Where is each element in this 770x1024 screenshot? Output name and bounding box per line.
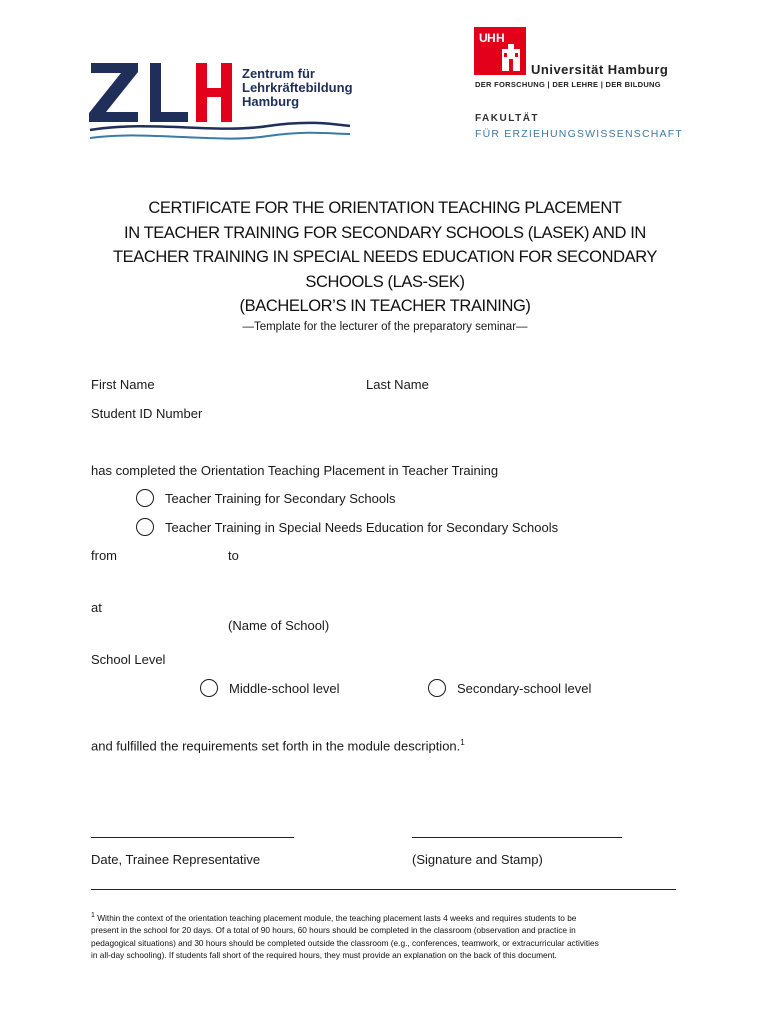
middle-school-radio[interactable]	[200, 679, 218, 697]
stamp-signature-line	[412, 837, 622, 838]
from-label: from	[91, 548, 117, 563]
footnote	[91, 910, 671, 961]
footnote-separator	[91, 889, 676, 890]
svg-text:H: H	[496, 31, 505, 45]
document-subtitle: —Template for the lecturer of the preparatory seminar—	[242, 321, 528, 333]
secondary-school-label: Secondary-school level	[457, 681, 592, 696]
last-name-label: Last Name	[366, 377, 429, 392]
date-signature-line	[91, 837, 294, 838]
footnote-line-3: pedagogical situations) and 30 hours should be completed outside the classroom (e.g., conferences, teamwork, or extracurricular activities	[91, 937, 599, 948]
at-label: at	[91, 600, 102, 615]
secondary-school-radio[interactable]	[428, 679, 446, 697]
faculty-line-1: FAKULTÄT	[475, 113, 540, 124]
svg-text:H: H	[487, 31, 496, 45]
zlh-line-2: Lehrkräftebildung	[242, 80, 353, 95]
zlh-wordmark	[242, 67, 353, 109]
first-name-label: First Name	[91, 377, 155, 392]
title-line-2: IN TEACHER TRAINING FOR SECONDARY SCHOOLS (LASEK) AND IN	[124, 223, 646, 242]
footnote-text-1: Within the context of the orientation teaching placement module, the teaching placement lasts 4 weeks and requires students to be	[97, 912, 577, 923]
to-label: to	[228, 548, 239, 563]
document-title	[0, 196, 770, 319]
uhh-tagline: DER FORSCHUNG | DER LEHRE | DER BILDUNG	[475, 80, 661, 89]
title-line-1: CERTIFICATE FOR THE ORIENTATION TEACHING PLACEMENT	[148, 199, 622, 217]
svg-text:U: U	[479, 31, 488, 45]
date-trainee-label: Date, Trainee Representative	[91, 852, 261, 867]
middle-school-label: Middle-school level	[229, 681, 340, 696]
footnote-line-2: present in the school for 20 days. Of a total of 90 hours, 60 hours should be completed in the classroom (observation and practice in	[91, 925, 576, 936]
completed-statement: has completed the Orientation Teaching Placement in Teacher Training	[91, 463, 499, 478]
uhh-logo	[474, 27, 526, 75]
uhh-name: Universität Hamburg	[531, 62, 669, 77]
footnote-reference: 1	[460, 738, 465, 747]
uhh-logo-graphic	[474, 27, 526, 75]
fulfilled-text: and fulfilled the requirements set forth in the module description.	[91, 738, 461, 754]
signature-stamp-label: (Signature and Stamp)	[412, 852, 543, 867]
program-secondary-radio[interactable]	[136, 489, 154, 507]
title-line-5: (BACHELOR’S IN TEACHER TRAINING)	[239, 297, 531, 315]
footnote-marker: 1	[91, 912, 95, 919]
student-id-label: Student ID Number	[91, 406, 203, 421]
footnote-line-4: in all-day schooling). If students fall short of the required hours, they must provide an explanation on the back of this document.	[91, 949, 557, 960]
program-special-needs-label: Teacher Training in Special Needs Education for Secondary Schools	[165, 520, 559, 535]
title-line-3: TEACHER TRAINING IN SPECIAL NEEDS EDUCATION FOR SECONDARY	[112, 248, 658, 266]
school-level-label: School Level	[91, 652, 166, 667]
footnote-line-1	[91, 910, 671, 924]
program-special-needs-radio[interactable]	[136, 518, 154, 536]
faculty-line-2: FÜR ERZIEHUNGSWISSENSCHAFT	[475, 128, 683, 140]
zlh-line-1: Zentrum für	[242, 66, 315, 81]
school-name-hint: (Name of School)	[228, 618, 330, 633]
title-line-4: SCHOOLS (LAS-SEK)	[305, 272, 465, 291]
fulfilled-statement	[91, 738, 465, 753]
zlh-line-3: Hamburg	[242, 94, 300, 109]
program-secondary-label: Teacher Training for Secondary Schools	[165, 491, 396, 506]
